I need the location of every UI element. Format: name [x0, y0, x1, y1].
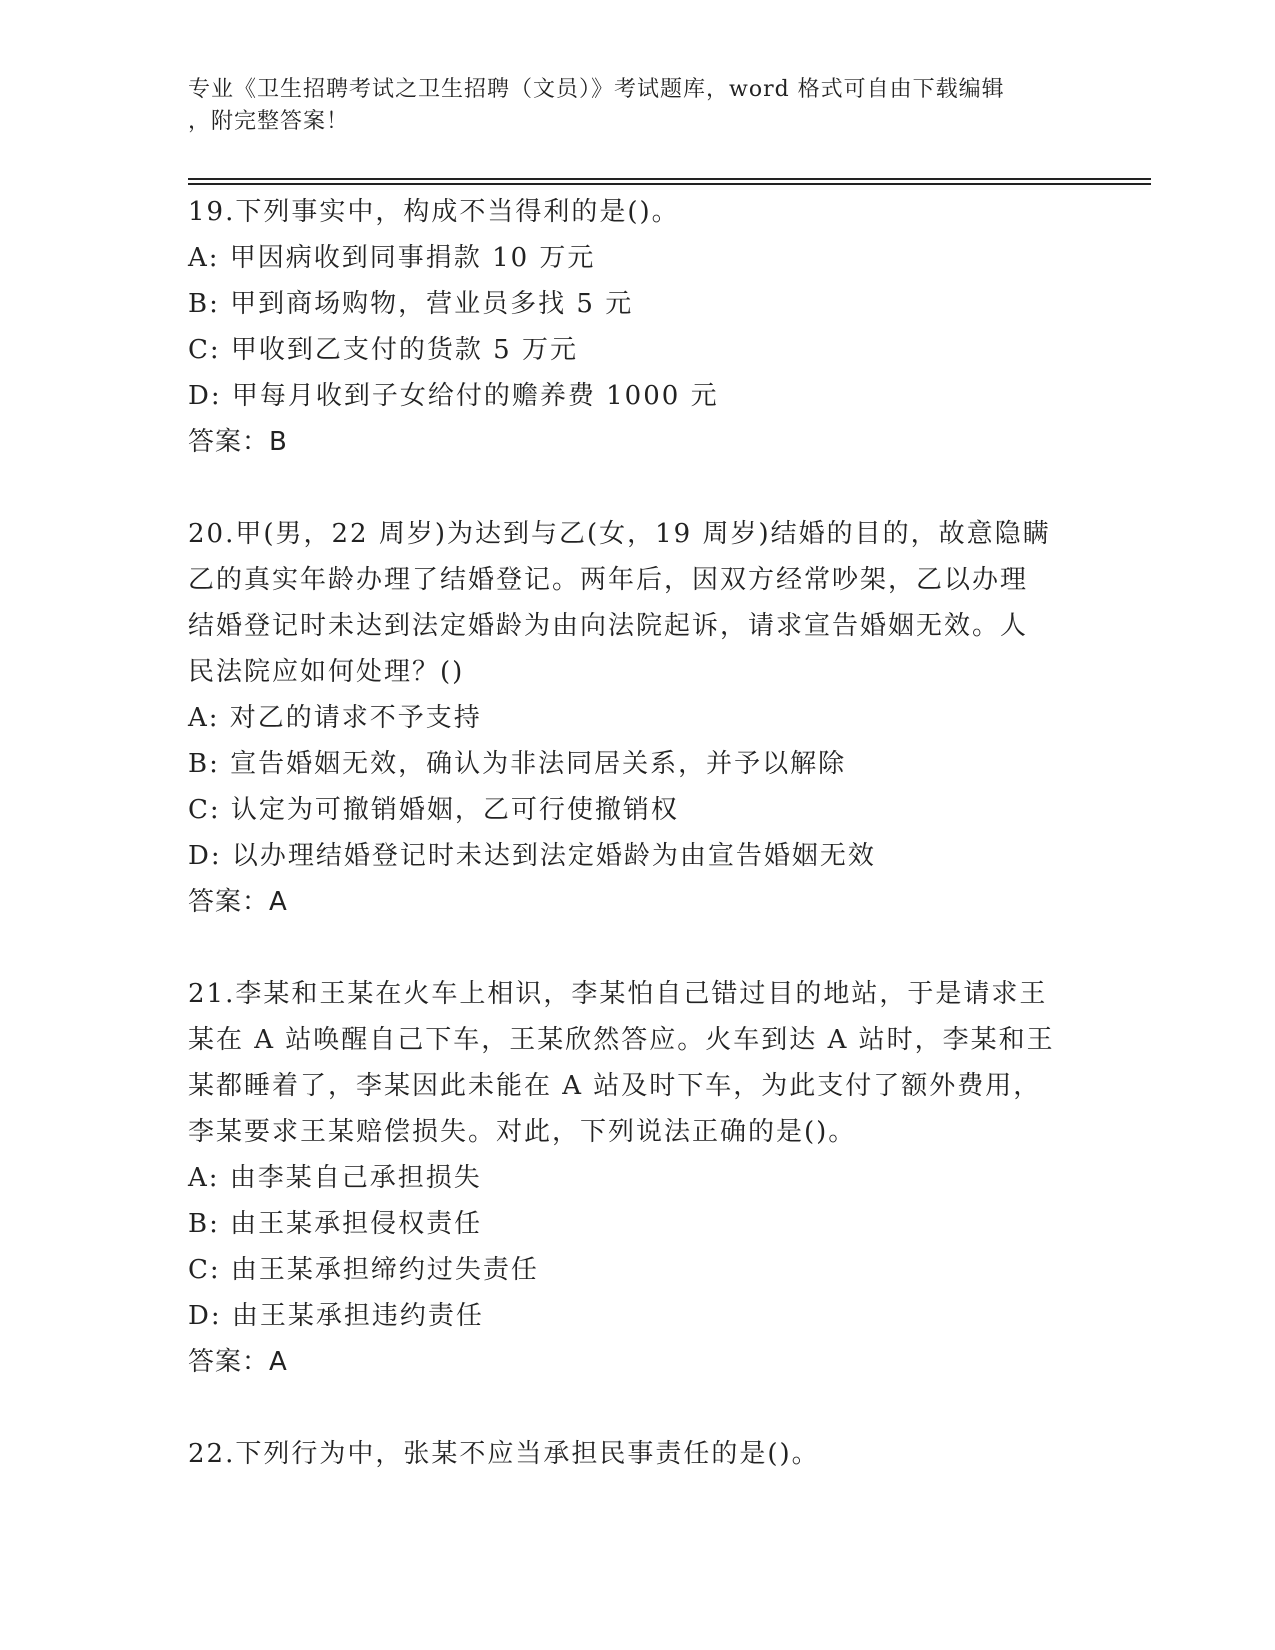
question-21 — [188, 971, 1088, 1385]
question-stem-line: 民法院应如何处理？() — [188, 657, 465, 687]
header-divider-bottom — [188, 183, 1151, 185]
answer-label: 答案：A — [188, 1347, 288, 1377]
question-stem-line: 19.下列事实中，构成不当得利的是()。 — [188, 197, 680, 227]
header-divider-top — [188, 178, 1151, 180]
option-d: D: 甲每月收到子女给付的赡养费 1000 元 — [188, 381, 719, 411]
question-stem-line: 22.下列行为中，张某不应当承担民事责任的是()。 — [188, 1439, 820, 1469]
option-b: B: 甲到商场购物，营业员多找 5 元 — [188, 289, 634, 319]
option-b: B: 宣告婚姻无效，确认为非法同居关系，并予以解除 — [188, 749, 847, 779]
option-a: A: 甲因病收到同事捐款 10 万元 — [188, 243, 596, 273]
option-a: A: 由李某自己承担损失 — [188, 1163, 482, 1193]
option-c: C: 认定为可撤销婚姻，乙可行使撤销权 — [188, 795, 679, 825]
option-b: B: 由王某承担侵权责任 — [188, 1209, 483, 1239]
question-20 — [188, 511, 1088, 925]
document-header — [188, 74, 1068, 138]
question-stem-line: 结婚登记时未达到法定婚龄为由向法院起诉，请求宣告婚姻无效。人 — [188, 611, 1029, 641]
option-c: C: 甲收到乙支付的货款 5 万元 — [188, 335, 578, 365]
question-stem-line: 李某要求王某赔偿损失。对此，下列说法正确的是()。 — [188, 1117, 857, 1147]
option-d: D: 由王某承担违约责任 — [188, 1301, 484, 1331]
question-stem-line: 20.甲(男，22 周岁)为达到与乙(女，19 周岁)结婚的目的，故意隐瞒 — [188, 519, 1051, 549]
question-stem-line: 21.李某和王某在火车上相识，李某怕自己错过目的地站，于是请求王 — [188, 979, 1048, 1009]
option-c: C: 由王某承担缔约过失责任 — [188, 1255, 539, 1285]
header-line-1: 专业《卫生招聘考试之卫生招聘（文员）》考试题库，word 格式可自由下载编辑 — [188, 77, 1005, 102]
question-19 — [188, 189, 1088, 465]
option-a: A: 对乙的请求不予支持 — [188, 703, 482, 733]
question-22 — [188, 1431, 1088, 1477]
question-stem-line: 某都睡着了，李某因此未能在 A 站及时下车，为此支付了额外费用， — [188, 1071, 1042, 1101]
option-d: D: 以办理结婚登记时未达到法定婚龄为由宣告婚姻无效 — [188, 841, 876, 871]
answer-label: 答案：B — [188, 427, 288, 457]
header-line-2: ，附完整答案！ — [188, 109, 350, 134]
question-list — [188, 189, 1088, 1477]
answer-label: 答案：A — [188, 887, 288, 917]
question-stem-line: 乙的真实年龄办理了结婚登记。两年后，因双方经常吵架，乙以办理 — [188, 565, 1029, 595]
question-stem-line: 某在 A 站唤醒自己下车，王某欣然答应。火车到达 A 站时，李某和王 — [188, 1025, 1055, 1055]
